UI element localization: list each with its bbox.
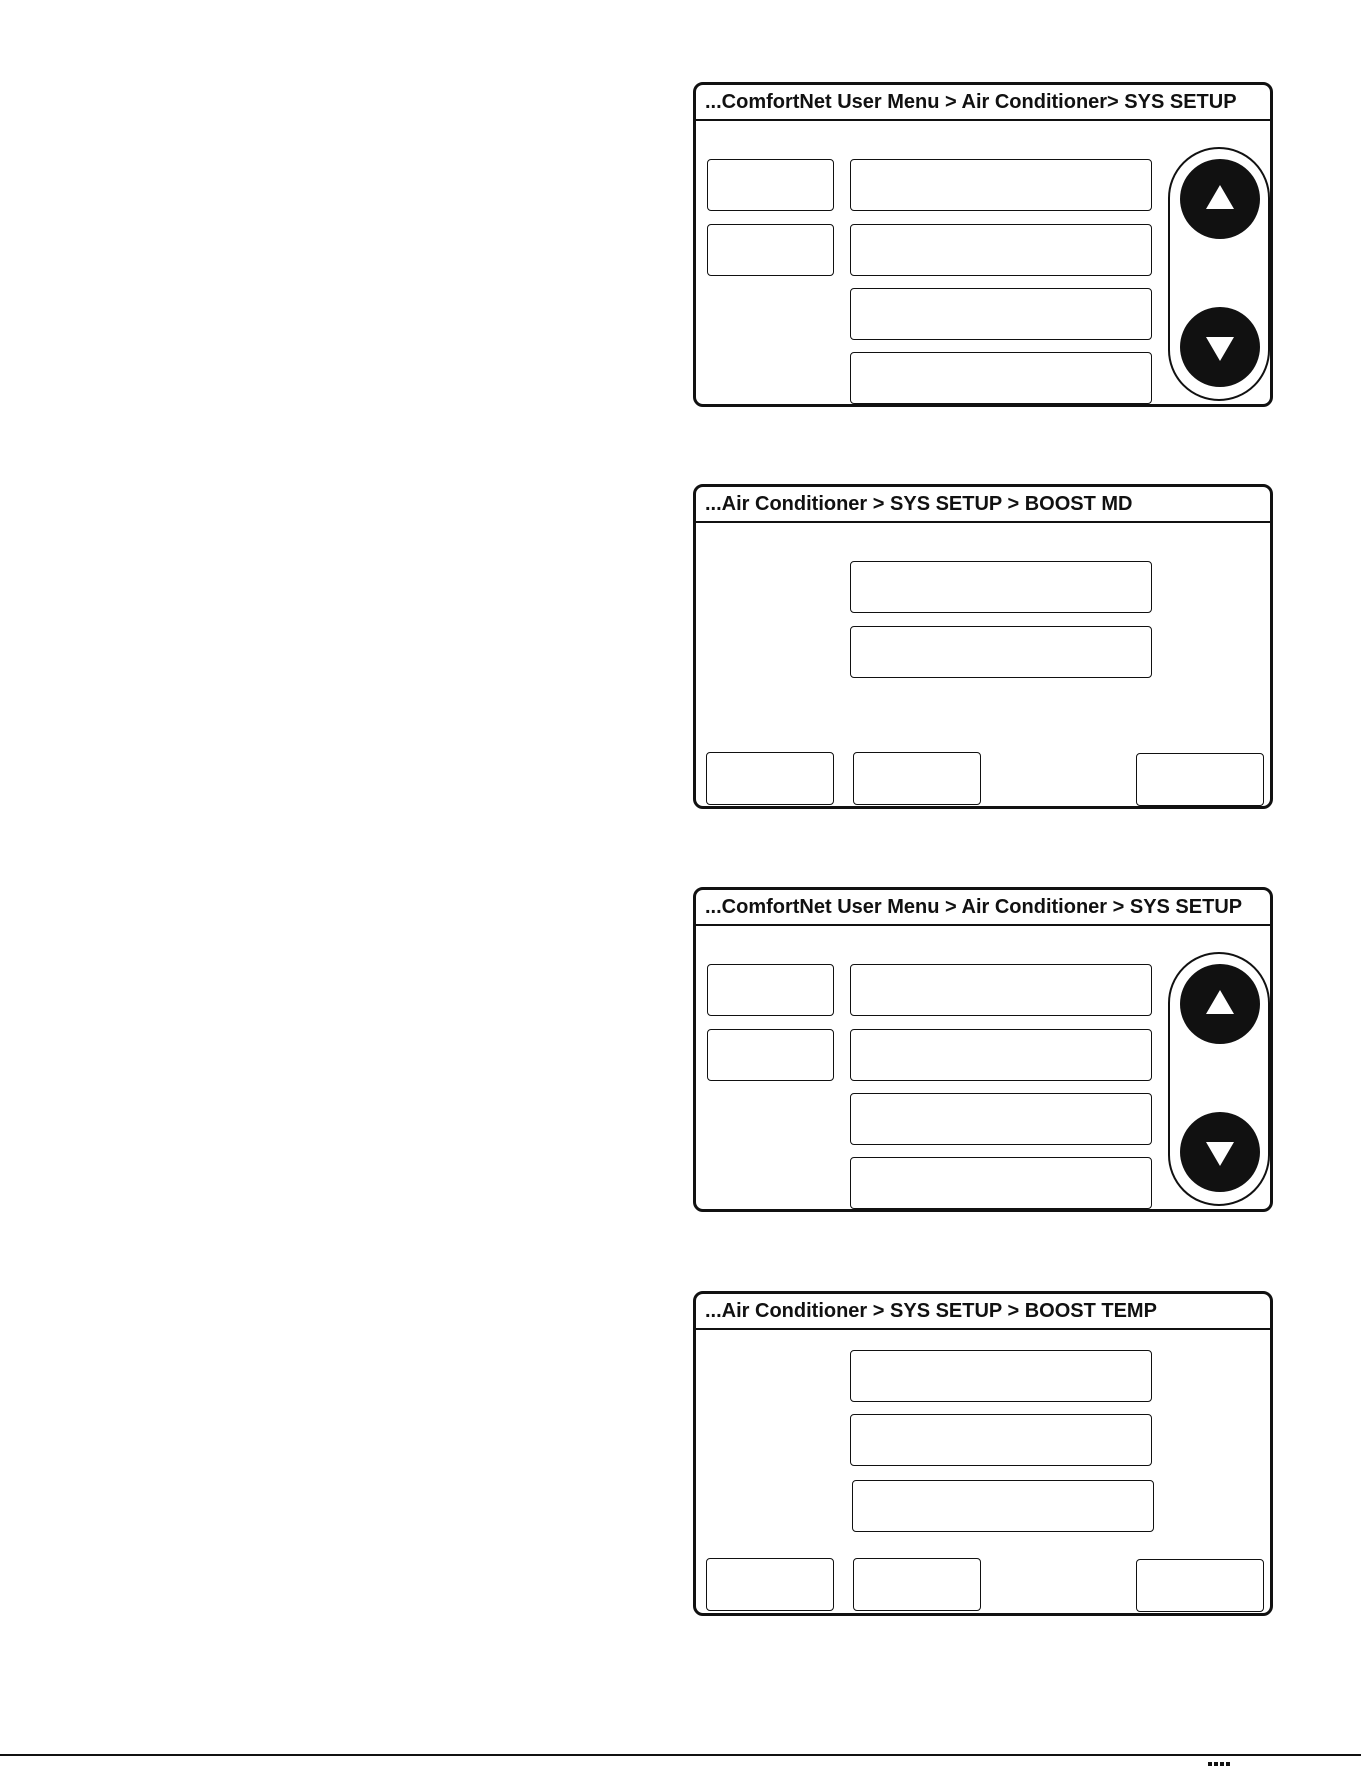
screen-boost-temp xyxy=(693,1291,1273,1616)
menu-list-button-1[interactable] xyxy=(850,964,1152,1016)
side-button-2[interactable] xyxy=(707,224,834,276)
scroll-down-button[interactable] xyxy=(1180,1112,1260,1192)
page-corner-mark xyxy=(1208,1753,1234,1757)
bottom-button-middle[interactable] xyxy=(853,1558,981,1611)
breadcrumb-title: ...ComfortNet User Menu > Air Conditioner> SYS SETUP xyxy=(696,85,1270,121)
page-bottom-rule xyxy=(0,1754,1361,1756)
option-button-1[interactable] xyxy=(850,1350,1152,1402)
scroll-up-button[interactable] xyxy=(1180,159,1260,239)
up-arrow-icon xyxy=(1180,964,1260,1044)
bottom-button-middle[interactable] xyxy=(853,752,981,805)
side-button-1[interactable] xyxy=(707,964,834,1016)
bottom-button-right[interactable] xyxy=(1136,1559,1264,1612)
option-button-1[interactable] xyxy=(850,561,1152,613)
bottom-button-left[interactable] xyxy=(706,1558,834,1611)
bottom-button-right[interactable] xyxy=(1136,753,1264,806)
scroll-up-button[interactable] xyxy=(1180,964,1260,1044)
screen-boost-md xyxy=(693,484,1273,809)
menu-list-button-4[interactable] xyxy=(850,352,1152,404)
breadcrumb-title: ...Air Conditioner > SYS SETUP > BOOST TEMP xyxy=(696,1294,1270,1330)
menu-list-button-3[interactable] xyxy=(850,1093,1152,1145)
breadcrumb-title: ...Air Conditioner > SYS SETUP > BOOST MD xyxy=(696,487,1270,523)
option-button-3[interactable] xyxy=(852,1480,1154,1532)
option-button-2[interactable] xyxy=(850,626,1152,678)
side-button-2[interactable] xyxy=(707,1029,834,1081)
menu-list-button-2[interactable] xyxy=(850,1029,1152,1081)
down-arrow-icon xyxy=(1180,1112,1260,1192)
scroll-track xyxy=(1168,952,1270,1206)
breadcrumb-title: ...ComfortNet User Menu > Air Conditioner > SYS SETUP xyxy=(696,890,1270,926)
option-button-2[interactable] xyxy=(850,1414,1152,1466)
scroll-down-button[interactable] xyxy=(1180,307,1260,387)
menu-list-button-4[interactable] xyxy=(850,1157,1152,1209)
bottom-button-left[interactable] xyxy=(706,752,834,805)
menu-list-button-2[interactable] xyxy=(850,224,1152,276)
side-button-1[interactable] xyxy=(707,159,834,211)
screen-sys-setup-1 xyxy=(693,82,1273,407)
up-arrow-icon xyxy=(1180,159,1260,239)
scroll-track xyxy=(1168,147,1270,401)
screen-sys-setup-2 xyxy=(693,887,1273,1212)
menu-list-button-1[interactable] xyxy=(850,159,1152,211)
menu-list-button-3[interactable] xyxy=(850,288,1152,340)
down-arrow-icon xyxy=(1180,307,1260,387)
